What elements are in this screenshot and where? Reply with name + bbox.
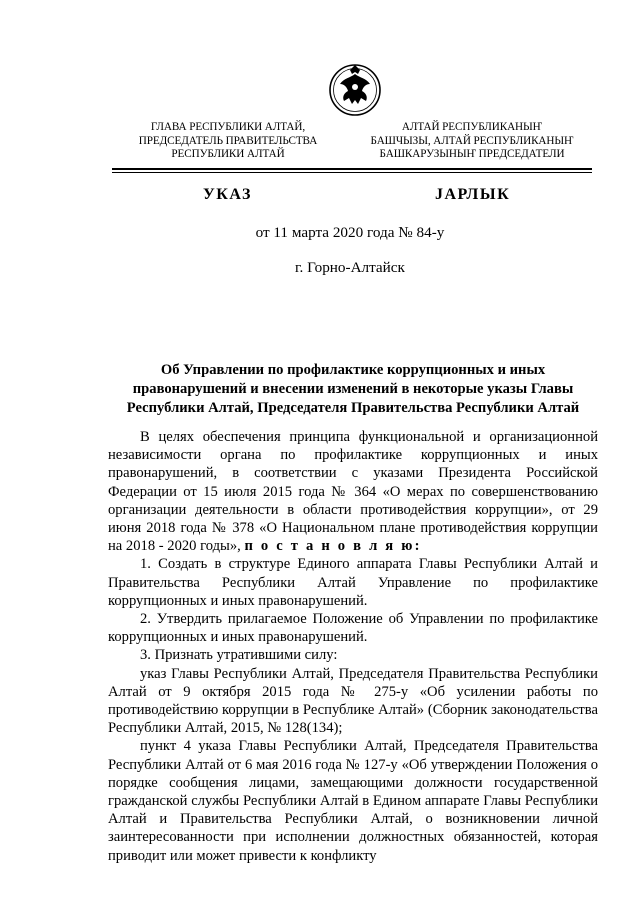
document-date: от 11 марта 2020 года № 84-у xyxy=(255,224,445,241)
doc-kind-russian: УКАЗ xyxy=(203,186,252,203)
document-body xyxy=(108,428,598,865)
item-3b-paragraph: пункт 4 указа Главы Республики Алтай, Председателя Правительства Республики Алтай от 6 мая 2016 года № 127-у «Об утверждении Положения о порядке сообщения лицами, замещающими должности государственной гражданской службы Республики Алтай в Едином аппарате Главы Республики Алтай и Правительства Республики Алтай, о возникновении личной заинтересованности при исполнении должностных обязанностей, которая приводит или может привести к конфликту xyxy=(108,738,598,864)
header-left-block xyxy=(118,121,338,162)
header-right-line: БАШКАРУЗЫНЫҤ ПРЕДСЕДАТЕЛИ xyxy=(379,148,565,160)
preamble-paragraph xyxy=(108,428,598,555)
header-divider-thick xyxy=(112,168,592,170)
header-right-line: БАШЧЫЗЫ, АЛТАЙ РЕСПУБЛИКАНЫҤ xyxy=(370,134,574,147)
header-right-line: АЛТАЙ РЕСПУБЛИКАНЫҤ xyxy=(401,121,543,133)
header-left-line: ГЛАВА РЕСПУБЛИКИ АЛТАЙ, xyxy=(150,121,306,133)
header-divider-thin xyxy=(112,172,592,173)
item-3a-paragraph: указ Главы Республики Алтай, Председателя Правительства Республики Алтай от 9 октября 2015 года № 275-у «Об усилении работы по противодействию коррупции в Республике Алтай» (Сборник законодательства Республики Алтай, 2015, № 128(134); xyxy=(108,665,598,737)
doc-kind-altai: ЈАРЛЫК xyxy=(435,186,511,203)
item-3-paragraph: 3. Признать утратившими силу: xyxy=(140,647,338,664)
preamble-text: В целях обеспечения принципа функциональной и организационной независимости органа по профилактике коррупционных и иных правонарушений, в соответствии с указами Президента Российской Федерации от 15 июля 2015 года № 364 «О мерах по совершенствованию организации деятельности в области противодействия коррупции», от 29 июня 2018 года № 378 «О Национальном плане противодействия коррупции на 2018 - 2020 годы», xyxy=(108,429,598,555)
item-1-paragraph: 1. Создать в структуре Единого аппарата Главы Республики Алтай и Правительства Республики Алтай Управление по профилактике коррупционных и иных правонарушений. xyxy=(108,556,598,609)
decree-word: п о с т а н о в л я ю: xyxy=(244,538,422,555)
document-city: г. Горно-Алтайск xyxy=(295,259,405,276)
header-right-block xyxy=(352,121,592,162)
header-left-line: ПРЕДСЕДАТЕЛЬ ПРАВИТЕЛЬСТВА xyxy=(138,134,318,147)
header-left-line: РЕСПУБЛИКИ АЛТАЙ xyxy=(171,148,285,160)
coat-of-arms-emblem-icon xyxy=(328,60,382,120)
document-title: Об Управлении по профилактике коррупционных и иных правонарушений и внесении изменений в некоторые указы Главы Республики Алтай, Председателя Правительства Республики Алтай xyxy=(126,362,580,416)
item-2-paragraph: 2. Утвердить прилагаемое Положение об Управлении по профилактике коррупционных и иных правонарушений. xyxy=(108,611,598,646)
